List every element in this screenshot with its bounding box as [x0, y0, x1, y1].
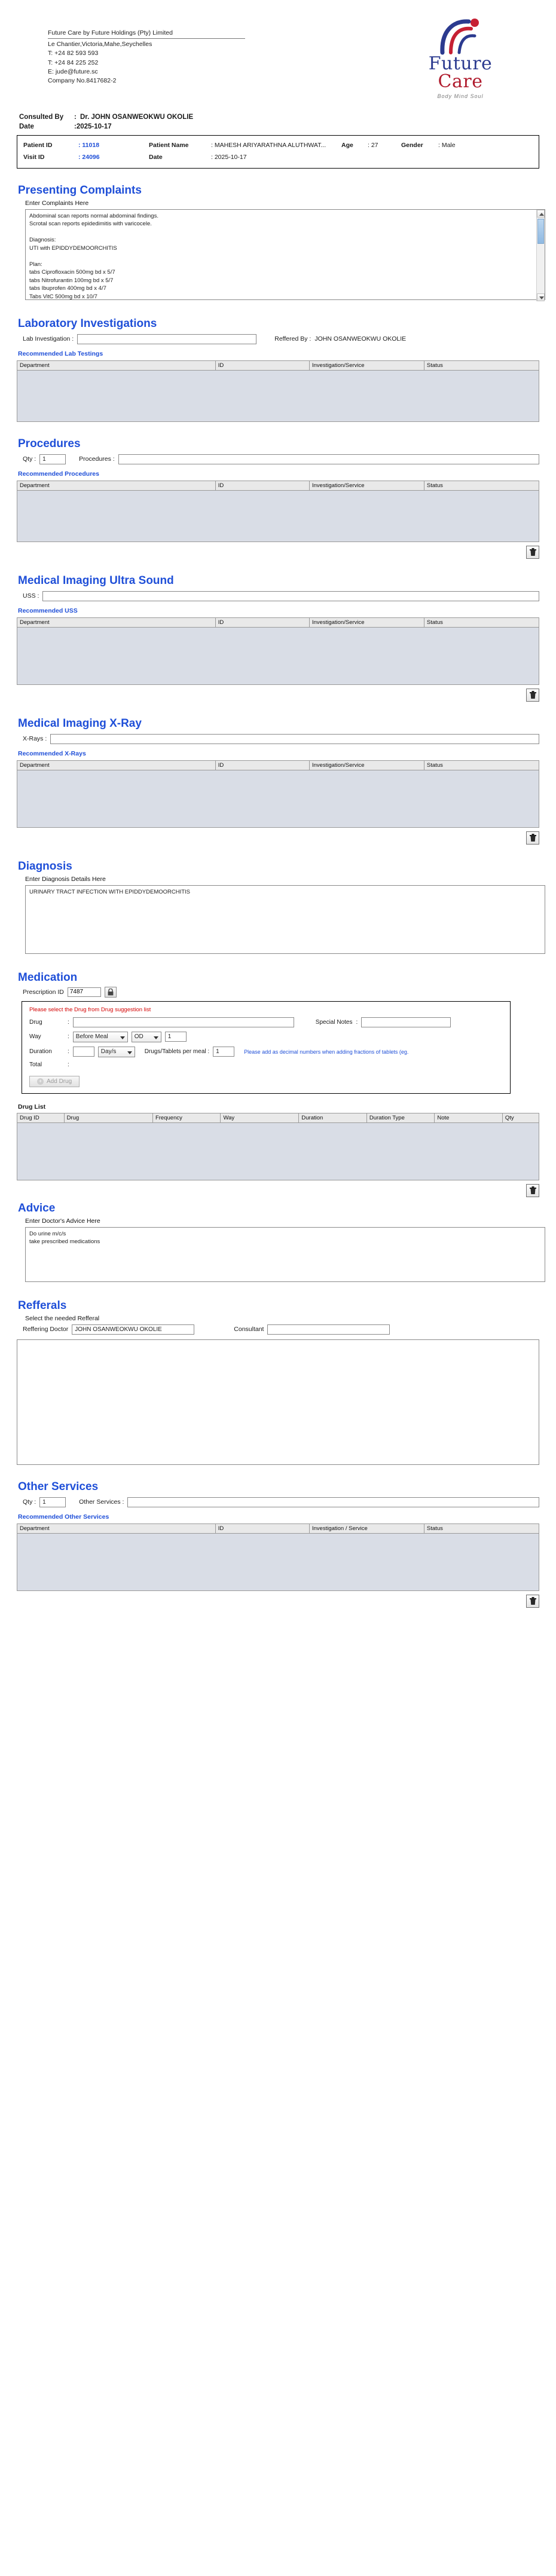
company-tel-1: T: +24 82 593 593 — [48, 50, 99, 57]
delete-xray-button[interactable] — [526, 831, 539, 845]
procedures-qty-label: Qty : — [23, 455, 36, 463]
company-logo — [407, 18, 520, 99]
complaints-textarea-wrap — [25, 209, 545, 302]
trash-icon — [530, 834, 536, 842]
lock-icon — [108, 989, 114, 996]
drug-list-actions — [17, 1184, 539, 1197]
procedures-body — [17, 491, 539, 542]
reffering-doctor-label: Reffering Doctor — [23, 1326, 69, 1333]
xray-col-id: ID — [215, 760, 309, 770]
referred-by-value: JOHN OSANWEOKWU OKOLIE — [314, 335, 407, 343]
drug-col-way: Way — [221, 1113, 299, 1122]
duration-label: Duration — [29, 1048, 52, 1056]
procedures-input[interactable] — [118, 454, 539, 464]
visit-date-value: : 2025-10-17 — [211, 153, 247, 161]
other-services-body — [17, 1534, 539, 1591]
os-col-department: Department — [17, 1523, 216, 1533]
company-name: Future Care by Future Holdings (Pty) Limited — [48, 29, 173, 36]
patient-id-value: : 11018 — [78, 142, 100, 149]
os-col-id: ID — [215, 1523, 309, 1533]
lab-investigation-row — [23, 334, 539, 344]
way-label: Way — [29, 1033, 41, 1041]
xray-col-department: Department — [17, 760, 216, 770]
proc-col-id: ID — [215, 481, 309, 490]
recommended-lab-testings-label: Recommended Lab Testings — [18, 350, 103, 357]
trash-icon — [530, 1186, 536, 1194]
diagnosis-textarea[interactable] — [25, 885, 545, 954]
lab-results-table — [17, 360, 539, 371]
company-address: Le Chantier,Victoria,Mahe,Seychelles — [48, 41, 152, 48]
procedures-actions — [17, 546, 539, 559]
drugs-per-meal-label: Drugs/Tablets per meal : — [144, 1048, 210, 1056]
other-services-header-row — [17, 1523, 539, 1533]
delete-drug-button[interactable] — [526, 1184, 539, 1197]
procedures-qty-input[interactable] — [39, 454, 66, 464]
xray-label: X-Rays : — [23, 735, 47, 743]
drug-col-id: Drug ID — [17, 1113, 65, 1122]
refferals-row — [23, 1324, 539, 1335]
delete-uss-button[interactable] — [526, 689, 539, 702]
recommended-procedures-label: Recommended Procedures — [18, 470, 99, 478]
uss-col-status: Status — [424, 617, 539, 627]
lab-investigation-label: Lab Investigation : — [23, 335, 74, 343]
frequency-select[interactable]: OD — [132, 1032, 161, 1042]
patient-name-label: Patient Name — [149, 142, 189, 149]
company-details — [48, 18, 245, 85]
ultrasound-heading: Medical Imaging Ultra Sound — [18, 574, 174, 587]
lab-investigation-input[interactable] — [77, 334, 256, 344]
recommended-other-services-label: Recommended Other Services — [18, 1513, 109, 1520]
uss-table-header-row — [17, 617, 539, 627]
scroll-up-icon[interactable] — [537, 210, 545, 218]
prescription-id-input[interactable] — [68, 987, 101, 997]
delete-procedures-button[interactable] — [526, 546, 539, 559]
xray-input[interactable] — [50, 734, 539, 744]
logo-tagline: Body Mind Soul — [437, 93, 484, 99]
other-services-qty-label: Qty : — [23, 1498, 36, 1506]
procedures-label: Procedures : — [79, 455, 115, 463]
procedures-heading: Procedures — [18, 437, 81, 450]
logo-word-care: Care — [438, 71, 483, 92]
way-select[interactable]: Before Meal — [73, 1032, 128, 1042]
medication-entry-panel — [22, 1001, 511, 1094]
patient-info-row-2 — [23, 152, 533, 164]
scrollbar-thumb[interactable] — [537, 219, 544, 244]
refferals-heading: Refferals — [18, 1299, 67, 1312]
consulted-by-label: Consulted By — [19, 114, 64, 121]
drug-list-table — [17, 1113, 539, 1123]
proc-col-status: Status — [424, 481, 539, 490]
trash-icon — [530, 691, 536, 699]
other-services-heading: Other Services — [18, 1480, 99, 1493]
uss-row — [23, 591, 539, 601]
way-row: Way : Before Meal OD 1 — [29, 1032, 503, 1042]
drug-selection-warning: Please select the Drug from Drug suggestion list — [29, 1006, 151, 1013]
total-row: Total : — [29, 1061, 69, 1068]
delete-other-services-button[interactable] — [526, 1595, 539, 1608]
scroll-down-icon[interactable] — [537, 293, 545, 301]
age-label: Age — [341, 142, 353, 149]
logo-word-future: Future — [428, 53, 493, 74]
letterhead — [0, 0, 556, 110]
drug-col-drug: Drug — [64, 1113, 152, 1122]
complaints-textarea[interactable] — [25, 209, 545, 300]
consult-date-value: 2025-10-17 — [76, 123, 112, 130]
os-col-status: Status — [424, 1523, 539, 1533]
proc-col-investigation: Investigation/Service — [309, 481, 424, 490]
age-value: : 27 — [368, 142, 378, 149]
advice-heading: Advice — [18, 1201, 56, 1214]
diagnosis-sub-label: Enter Diagnosis Details Here — [25, 875, 106, 883]
medication-heading: Medication — [18, 971, 78, 984]
xray-col-status: Status — [424, 760, 539, 770]
lab-col-investigation: Investigation/Service — [309, 360, 424, 370]
prescription-id-row — [23, 987, 539, 998]
plus-icon: + — [37, 1078, 44, 1085]
other-services-input[interactable] — [127, 1497, 539, 1507]
drug-col-frequency: Frequency — [152, 1113, 220, 1122]
refferals-list-area[interactable] — [17, 1339, 539, 1465]
decimal-note: Please add as decimal numbers when adding fractions of tablets (eg. — [244, 1048, 409, 1055]
consultant-input[interactable] — [267, 1324, 390, 1335]
duration-input[interactable] — [73, 1047, 94, 1057]
lab-col-department: Department — [17, 360, 216, 370]
xray-body — [17, 770, 539, 828]
os-col-investigation: Investigation / Service — [309, 1523, 424, 1533]
trash-icon — [530, 1597, 536, 1605]
other-services-label: Other Services : — [79, 1498, 124, 1506]
visit-id-label: Visit ID — [23, 153, 45, 161]
total-label: Total — [29, 1061, 42, 1068]
other-services-table — [17, 1523, 539, 1534]
reffering-doctor-input[interactable] — [72, 1324, 194, 1335]
xray-heading: Medical Imaging X-Ray — [18, 717, 142, 730]
special-notes-label: Special Notes — [315, 1018, 353, 1026]
xray-col-investigation: Investigation/Service — [309, 760, 424, 770]
uss-col-investigation: Investigation/Service — [309, 617, 424, 627]
patient-id-label: Patient ID — [23, 142, 53, 149]
advice-sub-label: Enter Doctor's Advice Here — [25, 1217, 100, 1225]
patient-info-box — [17, 135, 539, 169]
trash-icon — [530, 548, 536, 556]
uss-body — [17, 628, 539, 685]
drug-label: Drug — [29, 1018, 42, 1026]
company-tel-2: T: +24 84 225 252 — [48, 59, 99, 66]
xray-table — [17, 760, 539, 770]
company-email: E: jude@future.sc — [48, 68, 98, 75]
xray-row — [23, 734, 539, 744]
duration-unit-select[interactable]: Day/s — [98, 1047, 135, 1057]
presenting-complaints-heading: Presenting Complaints — [18, 183, 142, 197]
logo-wordmark — [407, 55, 514, 91]
other-services-row — [23, 1497, 539, 1507]
uss-col-id: ID — [215, 617, 309, 627]
complaints-scrollbar[interactable] — [536, 210, 545, 301]
visit-id-value: : 24096 — [78, 153, 100, 161]
drug-row: Drug : Special Notes : — [29, 1017, 503, 1027]
lock-prescription-button[interactable] — [105, 987, 117, 998]
lab-col-status: Status — [424, 360, 539, 370]
uss-table — [17, 617, 539, 628]
prescription-id-label: Prescription ID — [23, 988, 64, 996]
other-services-qty-input[interactable] — [39, 1497, 66, 1507]
consultant-label: Consultant — [234, 1326, 264, 1333]
add-drug-button[interactable] — [29, 1076, 80, 1087]
referred-by-label: Reffered By : — [274, 335, 311, 343]
proc-col-department: Department — [17, 481, 216, 490]
special-notes-input[interactable] — [361, 1017, 451, 1027]
uss-col-department: Department — [17, 617, 216, 627]
advice-textarea[interactable] — [25, 1227, 545, 1282]
visit-date-label: Date — [149, 153, 163, 161]
drug-col-duration-type: Duration Type — [366, 1113, 434, 1122]
consulted-by-row: Consulted By : Dr. JOHN OSANWEOKWU OKOLIE — [19, 114, 194, 121]
procedures-table-header-row — [17, 481, 539, 490]
recommended-xrays-label: Recommended X-Rays — [18, 749, 86, 757]
consult-date-label: Date — [19, 123, 34, 130]
complaints-sub-label: Enter Complaints Here — [25, 199, 89, 207]
company-number: Company No.8417682-2 — [48, 77, 117, 85]
drug-col-duration: Duration — [299, 1113, 366, 1122]
procedures-row — [23, 454, 539, 464]
gender-label: Gender — [401, 142, 423, 149]
uss-label: USS : — [23, 592, 39, 600]
way-qty-input[interactable] — [165, 1032, 187, 1042]
lab-table-header-row — [17, 360, 539, 370]
procedures-table — [17, 481, 539, 491]
refferals-sub-label: Select the needed Refferal — [25, 1314, 100, 1322]
uss-actions — [17, 689, 539, 702]
drug-input[interactable] — [73, 1017, 294, 1027]
patient-info-row-1 — [23, 140, 533, 152]
drug-col-note: Note — [435, 1113, 502, 1122]
lab-results-body — [17, 371, 539, 422]
drug-col-qty: Qty — [502, 1113, 539, 1122]
consulted-by-value: Dr. JOHN OSANWEOKWU OKOLIE — [80, 114, 194, 121]
drug-list-header-row — [17, 1113, 539, 1122]
gender-value: : Male — [438, 142, 456, 149]
drug-list-label: Drug List — [18, 1103, 46, 1110]
logo-mark-icon — [424, 18, 496, 55]
letterhead-divider — [48, 38, 245, 39]
laboratory-investigations-heading: Laboratory Investigations — [18, 317, 157, 330]
drug-list-body — [17, 1123, 539, 1180]
xray-actions — [17, 831, 539, 845]
diagnosis-heading: Diagnosis — [18, 859, 72, 873]
consult-date-row: Date :2025-10-17 — [19, 123, 112, 130]
other-services-actions — [17, 1595, 539, 1608]
recommended-uss-label: Recommended USS — [18, 607, 78, 614]
add-drug-label: Add Drug — [47, 1078, 72, 1085]
patient-name-value: : MAHESH ARIYARATHNA ALUTHWAT... — [211, 142, 326, 149]
xray-table-header-row — [17, 760, 539, 770]
duration-row: Duration : Day/s Drugs/Tablets per meal : 1 Please add as decimal numbers when adding fractions of tablets (eg. — [29, 1047, 503, 1057]
lab-col-id: ID — [215, 360, 309, 370]
drugs-per-meal-input[interactable] — [213, 1047, 234, 1057]
uss-input[interactable] — [42, 591, 539, 601]
